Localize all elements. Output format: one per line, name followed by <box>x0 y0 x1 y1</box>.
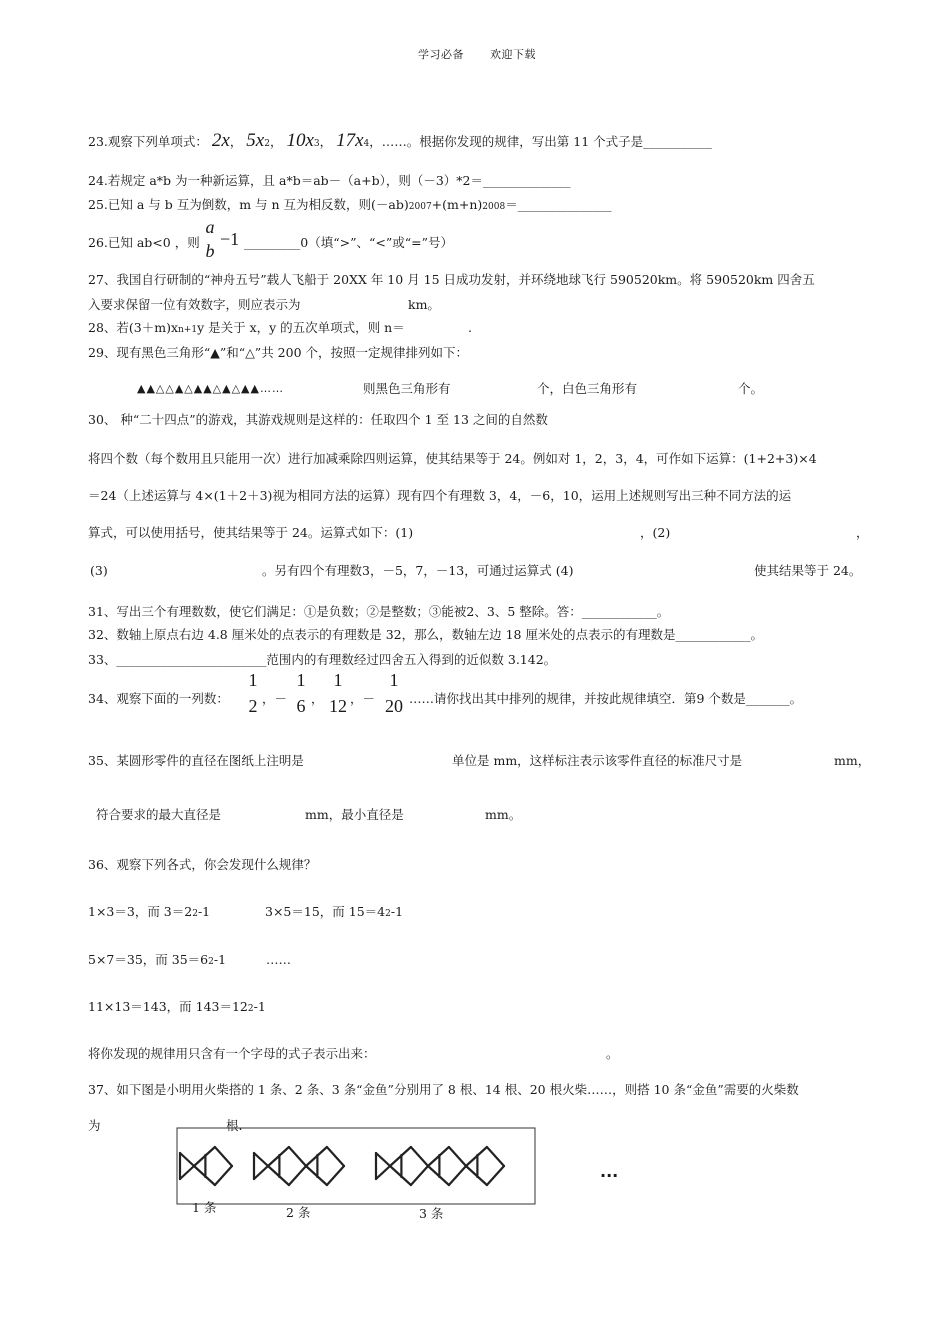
q34-f2-num: 1 <box>296 670 306 690</box>
q36-r2a-tail: -1 <box>213 952 227 967</box>
q27-line-1: 27、我国自行研制的“神舟五号”载人飞船于 20XX 年 10 月 15 日成功发射，并环绕地球飞行 590520km。将 590520km 四舍五 <box>88 272 815 287</box>
caption-2-fish: 2 条 <box>286 1205 311 1220</box>
caption-3-fish: 3 条 <box>419 1206 444 1221</box>
q23-exp-3: 3 <box>313 139 320 149</box>
q34-sep-1: ，－ <box>262 691 288 706</box>
q34-f4-den: 20 <box>385 696 403 716</box>
q37-line-2b: 根. <box>226 1118 243 1133</box>
matchstick <box>254 1153 268 1166</box>
q26-minus-one: −1 <box>220 229 240 249</box>
matchstick <box>289 1147 306 1166</box>
q23-term-4: 17x <box>336 130 364 151</box>
q29-blank-3: 个。 <box>738 381 764 396</box>
matchstick <box>487 1166 504 1185</box>
q23-suffix: ，……。根据你发现的规律，写出第 11 个式子是___________ <box>369 134 712 149</box>
q36-row-2b: …… <box>266 952 291 967</box>
q36-r1b-text: 3×5＝15，而 15＝4 <box>265 904 386 919</box>
matchstick <box>449 1166 466 1185</box>
q30-line-1: 30、 种“二十四点”的游戏，其游戏规则是这样的：任取四个 1 至 13 之间的自然数 <box>88 412 548 427</box>
q34-fraction-2 <box>294 670 308 716</box>
q34-f1-den: 2 <box>248 696 258 716</box>
q36-r3-tail: -1 <box>253 999 266 1014</box>
q30-line-3: ＝24（上述运算与 4×(1＋2＋3)视为相同方法的运算）现有四个有理数 3，4，－6，10，运用上述规则写出三种不同方法的运 <box>88 488 792 503</box>
matchstick <box>411 1147 428 1166</box>
q23-prefix: 23.观察下列单项式： <box>88 134 208 149</box>
question-28 <box>88 319 405 339</box>
q36-r2a-exp: 2 <box>208 957 214 967</box>
q35-part-e: mm，最小直径是 <box>305 807 404 822</box>
q29-line-1: 29、现有黑色三角形“▲”和“△”共 200 个，按照一定规律排列如下： <box>88 345 468 360</box>
q29-blank-1: 则黑色三角形有 <box>363 381 451 396</box>
matchstick <box>327 1166 344 1185</box>
q28-end: . <box>468 320 472 335</box>
q36-row-2a <box>88 951 226 971</box>
q30-line-4c: ， <box>856 525 869 540</box>
q34-suffix: ……请你找出其中排列的规律，并按此规律填空．第9 个数是_______。 <box>409 691 803 706</box>
q34-sep-3: ，－ <box>350 691 376 706</box>
matchstick <box>487 1147 504 1166</box>
q26-numerator: a <box>205 217 215 237</box>
q35-part-c: mm， <box>834 753 871 768</box>
q29-triangle-sequence: ▲▲△△▲△▲▲△▲△▲▲…… <box>137 382 284 395</box>
q36-row-1a <box>88 903 210 923</box>
q34-f4-num: 1 <box>389 670 399 690</box>
q34-fraction-1 <box>246 670 260 716</box>
q27-line-2a: 入要求保留一位有效数字，则应表示为 <box>88 297 301 312</box>
q23-exp-4: 4 <box>363 139 370 149</box>
q30-line-2: 将四个数（每个数用且只能用一次）进行加减乘除四则运算，使其结果等于 24。例如对 1，2，3，4，可作如下运算：(1+2+3)×4 <box>88 451 817 466</box>
q34-f3-den: 12 <box>329 696 347 716</box>
q34-f2-den: 6 <box>296 696 306 716</box>
question-31: 31、写出三个有理数数，使它们满足：①是负数；②是整数；③能被2、3、5 整除。答：____________。 <box>88 604 670 619</box>
q26-prefix: 26.已知 ab<0 ，则 <box>88 235 200 250</box>
q25-exp-2: 2008 <box>482 202 506 212</box>
q36-title: 36、观察下列各式，你会发现什么规律？ <box>88 857 317 872</box>
matchstick <box>376 1166 390 1179</box>
q25-part-b: +(m+n) <box>431 197 483 212</box>
q36-end: 。 <box>606 1046 619 1061</box>
question-33: 33、________________________范围内的有理数经过四舍五入得到的近似数 3.142。 <box>88 652 557 667</box>
q29-blank-2: 个，白色三角形有 <box>537 381 638 396</box>
more-ellipsis: ... <box>600 1162 619 1181</box>
matchstick <box>376 1153 390 1166</box>
q35-part-a: 35、某圆形零件的直径在图纸上注明是 <box>88 753 304 768</box>
q34-f1-num: 1 <box>248 670 258 690</box>
q26-fraction <box>203 217 217 261</box>
q23-term-2: 5x <box>246 130 265 151</box>
q27-line-2b: km。 <box>408 297 440 312</box>
matchstick <box>180 1166 194 1179</box>
caption-1-fish: 1 条 <box>192 1200 217 1215</box>
q25-exp-1: 2007 <box>408 202 432 212</box>
q30-line-4a: 算式，可以使用括号，使其结果等于 24。运算式如下：(1) <box>88 525 414 540</box>
q36-ask: 将你发现的规律用只含有一个字母的式子表示出来： <box>88 1046 376 1061</box>
q30-line-5b: 。另有四个有理数3，－5，7，－13，可通过运算式 (4) <box>262 563 574 578</box>
matchstick-fish-figure <box>176 1127 538 1215</box>
q35-part-b: 单位是 mm，这样标注表示该零件直径的标准尺寸是 <box>452 753 743 768</box>
matchstick <box>449 1147 466 1166</box>
question-32: 32、数轴上原点右边 4.8 厘米处的点表示的有理数是 32，那么，数轴左边 18 厘米处的点表示的有理数是____________。 <box>88 627 763 642</box>
q25-part-a: 25.已知 a 与 b 互为倒数，m 与 n 互为相反数，则(－ab) <box>88 197 409 212</box>
q36-r1a-exp: 2 <box>192 909 198 919</box>
header-left: 学习必备 <box>418 48 464 61</box>
q34-sep-2: ， <box>311 691 324 706</box>
q23-term-3: 10x <box>286 130 314 151</box>
q36-r1b-exp: 2 <box>385 909 391 919</box>
q36-r1b-tail: -1 <box>390 904 404 919</box>
matchstick <box>411 1166 428 1185</box>
q34-prefix: 34、观察下面的一列数： <box>88 691 229 706</box>
matchstick <box>215 1147 232 1166</box>
q28-part-a: 28、若(3＋m)x <box>88 320 179 335</box>
question-24: 24.若规定 a*b 为一种新运算，且 a*b＝ab－（a+b），则（－3）*2＝______________ <box>88 173 571 188</box>
q35-part-f: mm。 <box>485 807 522 822</box>
q26-denominator: b <box>205 241 215 261</box>
matchstick <box>215 1166 232 1185</box>
matchstick <box>180 1153 194 1166</box>
q30-line-5c: 使其结果等于 24。 <box>754 563 862 578</box>
header-right: 欢迎下载 <box>490 48 536 61</box>
q35-part-d: 符合要求的最大直径是 <box>96 807 222 822</box>
q36-r2a-text: 5×7＝35，而 35＝6 <box>88 952 209 967</box>
q34-fraction-3 <box>327 670 349 716</box>
q30-line-5a: (3) <box>90 563 108 578</box>
question-25 <box>88 196 611 216</box>
q37-line-2a: 为 <box>88 1118 101 1133</box>
q28-part-b: y 是关于 x，y 的五次单项式，则 n＝ <box>197 320 405 335</box>
matchstick <box>254 1166 268 1179</box>
q34-f3-num: 1 <box>333 670 343 690</box>
q26-suffix: _________0（填“>”、“<”或“=”号） <box>244 235 453 250</box>
q36-row-1b <box>265 903 403 923</box>
q36-r1a-tail: -1 <box>197 904 211 919</box>
question-23: 23.观察下列单项式： 2x， 5x2， 10x3， 17x4，……。根据你发现的规律，写出第 11 个式子是___________ <box>88 130 712 151</box>
q30-line-4b: ，(2) <box>640 525 671 540</box>
q34-fraction-4 <box>382 670 406 716</box>
q23-term-1: 2x <box>211 130 230 151</box>
matchstick <box>289 1166 306 1185</box>
q23-exp-2: 2 <box>264 139 270 149</box>
matchstick <box>327 1147 344 1166</box>
q28-subscript: n+1 <box>178 325 198 335</box>
q36-row-3 <box>88 998 266 1018</box>
q36-r1a-text: 1×3＝3，而 3＝2 <box>88 904 193 919</box>
q36-r3-text: 11×13＝143，而 143＝12 <box>88 999 248 1014</box>
q36-r3-exp: 2 <box>247 1004 254 1014</box>
q25-part-c: ＝_______________ <box>505 197 612 212</box>
q37-line-1: 37、如下图是小明用火柴搭的 1 条、2 条、3 条“金鱼”分别用了 8 根、14 根、20 根火柴……，则搭 10 条“金鱼”需要的火柴数 <box>88 1082 799 1097</box>
